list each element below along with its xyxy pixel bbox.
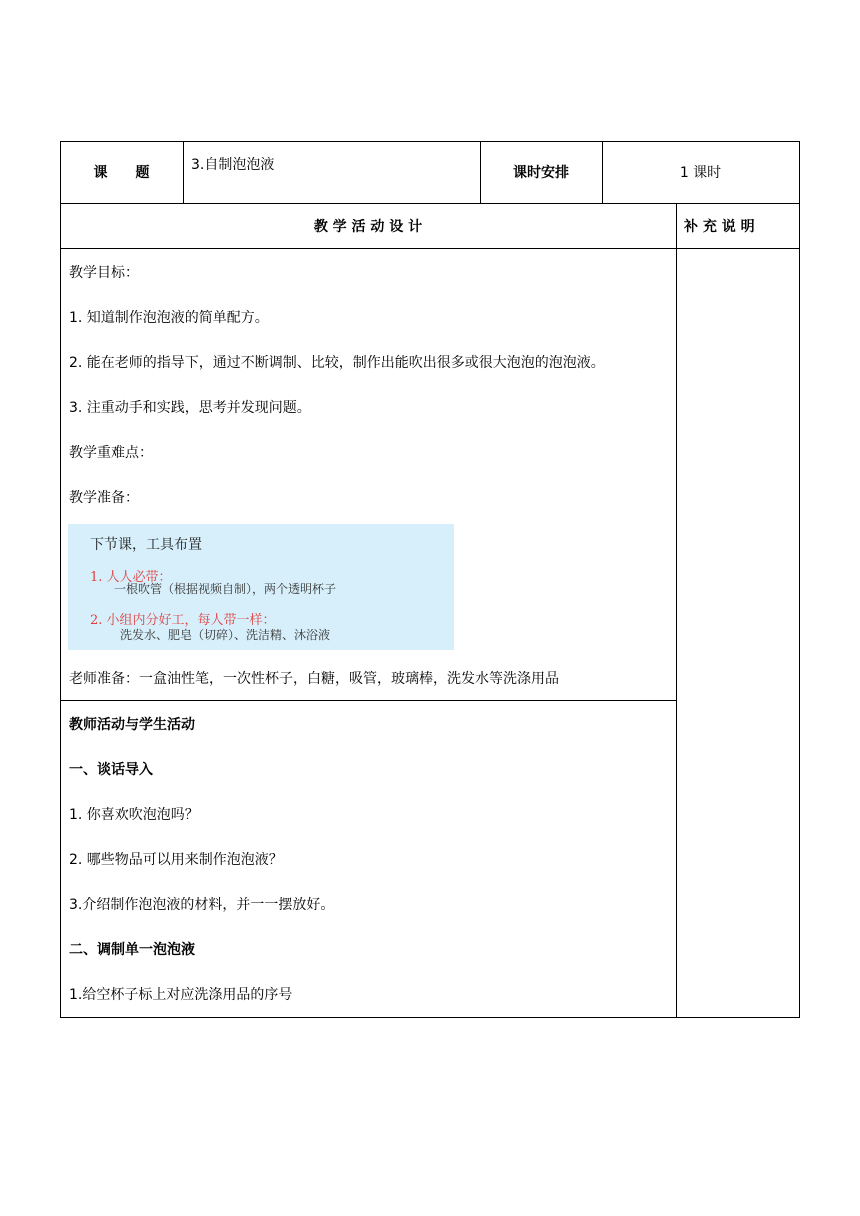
activities-heading: 教师活动与学生活动 xyxy=(69,717,195,733)
slide-title: 下节课，工具布置 xyxy=(90,537,202,553)
teacher-preparation: 老师准备：一盒油性笔，一次性杯子，白糖，吸管，玻璃棒，洗发水等洗涤用品 xyxy=(69,671,559,687)
section-2-item: 1.给空杯子标上对应洗涤用品的序号 xyxy=(69,987,293,1003)
subject-label: 课 题 xyxy=(93,165,150,181)
table-border-top xyxy=(60,141,800,142)
table-row-divider-1 xyxy=(60,203,800,204)
schedule-value: 1 课时 xyxy=(679,165,722,181)
table-border-left xyxy=(60,141,61,1018)
objective-item: 3. 注重动手和实践，思考并发现问题。 xyxy=(69,400,311,416)
table-row-divider-3 xyxy=(60,700,676,701)
header-col-divider-1 xyxy=(183,141,184,204)
section-1-heading: 一、谈话导入 xyxy=(69,762,153,778)
design-header: 教 学 活 动 设 计 xyxy=(313,219,423,235)
notes-col-divider xyxy=(676,203,677,1018)
table-border-right xyxy=(799,141,800,1018)
slide-item-2: 2. 小组内分好工，每人带一样： xyxy=(90,613,276,628)
key-points-heading: 教学重难点： xyxy=(69,445,153,461)
tools-slide-image xyxy=(68,524,454,650)
schedule-label: 课时安排 xyxy=(513,165,569,181)
subject-value: 3.自制泡泡液 xyxy=(191,157,275,173)
section-1-item: 3.介绍制作泡泡液的材料，并一一摆放好。 xyxy=(69,897,335,913)
preparation-heading: 教学准备： xyxy=(69,490,139,506)
table-row-divider-2 xyxy=(60,248,800,249)
objectives-heading: 教学目标： xyxy=(69,265,139,281)
notes-header: 补 充 说 明 xyxy=(684,219,755,235)
section-1-item: 1. 你喜欢吹泡泡吗？ xyxy=(69,807,199,823)
table-border-bottom xyxy=(60,1017,800,1018)
section-1-item: 2. 哪些物品可以用来制作泡泡液？ xyxy=(69,852,283,868)
slide-item-2-detail: 洗发水、肥皂（切碎）、洗洁精、沐浴液 xyxy=(120,628,331,642)
objective-item: 2. 能在老师的指导下，通过不断调制、比较，制作出能吹出很多或很大泡泡的泡泡液。 xyxy=(69,355,605,371)
section-2-heading: 二、调制单一泡泡液 xyxy=(69,942,195,958)
objective-item: 1. 知道制作泡泡液的简单配方。 xyxy=(69,310,269,326)
slide-item-1: 1. 人人必带： xyxy=(90,570,172,585)
slide-item-1-detail: 一根吹管（根据视频自制），两个透明杯子 xyxy=(114,582,337,596)
